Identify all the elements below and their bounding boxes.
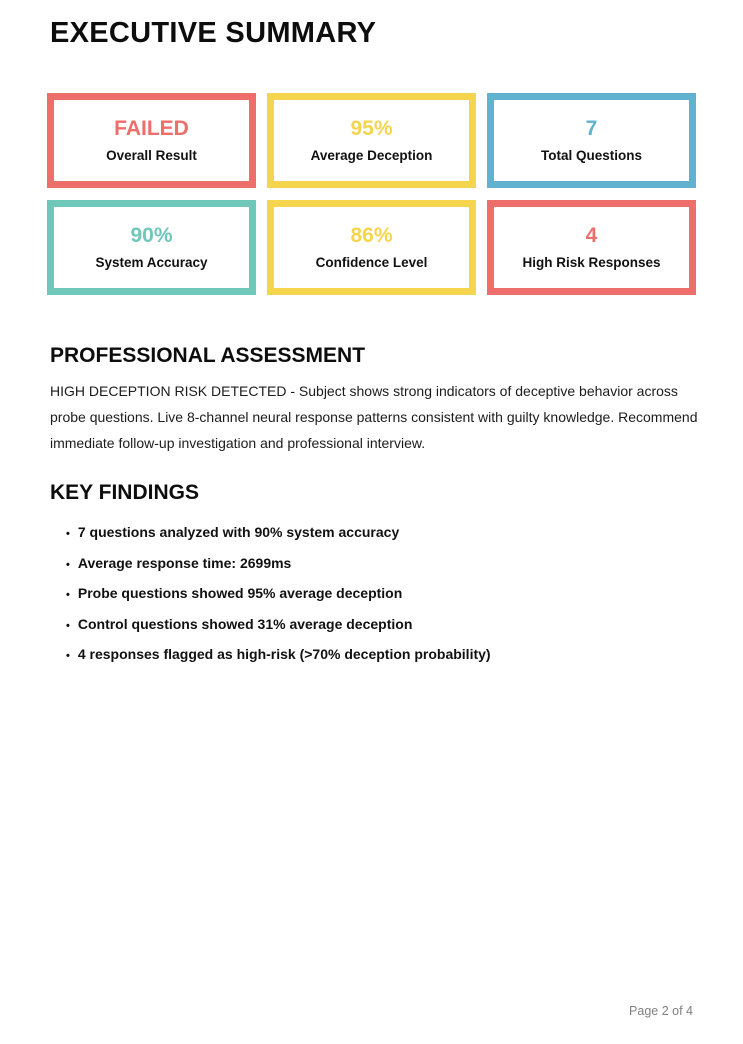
bullet-icon: • <box>66 528 70 540</box>
stat-card <box>267 200 476 295</box>
stat-card <box>47 200 256 295</box>
page-title: EXECUTIVE SUMMARY <box>50 17 377 49</box>
stat-card <box>487 93 696 188</box>
bullet-icon: • <box>66 558 70 571</box>
stat-cards-grid <box>47 93 696 295</box>
assessment-heading: PROFESSIONAL ASSESSMENT <box>50 344 366 367</box>
finding-text: 4 responses flagged as high-risk (>70% deception probability) <box>77 646 491 662</box>
stat-value: 90% <box>130 224 173 248</box>
stat-label: Average Deception <box>310 148 433 164</box>
stat-card <box>47 93 256 188</box>
finding-text: 7 questions analyzed with 90% system accuracy <box>77 524 400 540</box>
stat-label: High Risk Responses <box>522 255 661 271</box>
finding-item <box>66 524 696 543</box>
stat-label: Overall Result <box>106 148 197 164</box>
stat-card <box>487 200 696 295</box>
findings-heading: KEY FINDINGS <box>50 481 199 504</box>
findings-list <box>66 524 696 677</box>
finding-text: Probe questions showed 95% average deception <box>77 585 403 601</box>
bullet-icon: • <box>66 619 70 632</box>
bullet-icon: • <box>66 589 70 601</box>
stat-label: Confidence Level <box>315 255 428 271</box>
stat-label: Total Questions <box>540 148 642 164</box>
finding-text: Average response time: 2699ms <box>77 554 292 571</box>
finding-item <box>66 555 696 574</box>
stat-value: 95% <box>350 117 393 141</box>
stat-value: 7 <box>585 117 598 141</box>
finding-item <box>66 616 696 635</box>
assessment-body: HIGH DECEPTION RISK DETECTED - Subject shows strong indicators of deceptive behavior across probe questions. Live 8-channel neural response patterns consistent with guilty knowledge. Recommend immediate follow-up investigation and professional interview. <box>50 383 698 451</box>
finding-item <box>66 585 696 604</box>
finding-item <box>66 646 696 665</box>
stat-value: 86% <box>350 224 393 248</box>
stat-label: System Accuracy <box>95 255 208 271</box>
finding-text: Control questions showed 31% average deception <box>77 615 413 632</box>
stat-card <box>267 93 476 188</box>
page-number: Page 2 of 4 <box>629 1004 693 1018</box>
stat-value: 4 <box>585 224 598 248</box>
bullet-icon: • <box>66 650 70 662</box>
stat-value: FAILED <box>114 117 189 141</box>
